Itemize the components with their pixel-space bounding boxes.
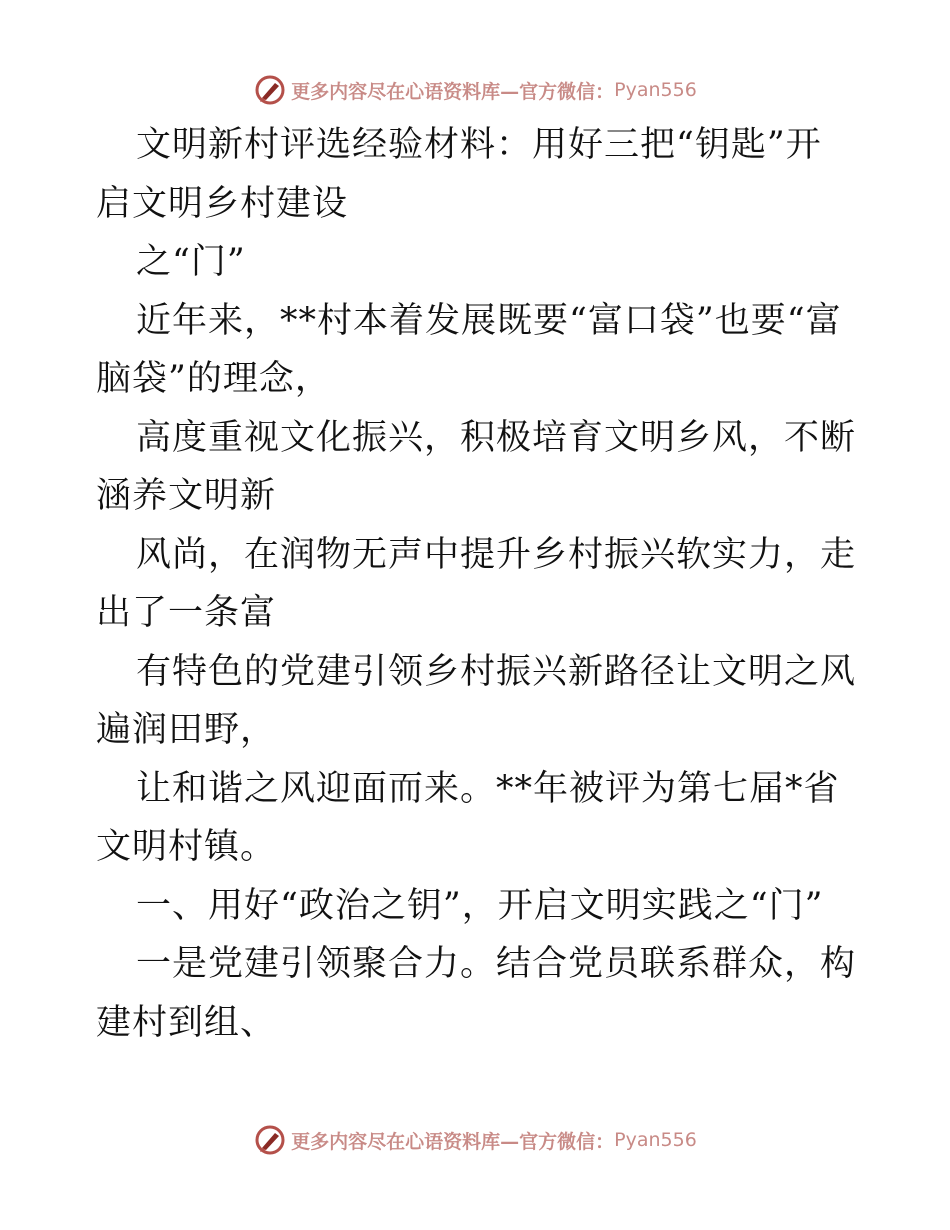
paragraph: 近年来，**村本着发展既要“富口袋”也要“富脑袋”的理念，	[96, 300, 842, 399]
pen-circle-logo-icon	[253, 1123, 287, 1157]
paragraph: 风尚，在润物无声中提升乡村振兴软实力，走出了一条富	[96, 534, 857, 633]
header-watermark	[0, 70, 950, 110]
watermark-wechat-id: Pyan556	[614, 1129, 697, 1151]
footer-watermark	[0, 1120, 950, 1160]
document-body	[96, 116, 856, 1052]
section-heading: 一、用好“政治之钥”，开启文明实践之“门”	[136, 885, 824, 926]
watermark-text: 更多内容尽在心语资料库—官方微信：	[291, 1130, 615, 1153]
paragraph: 一是党建引领聚合力。结合党员联系群众，构建村到组、	[96, 944, 857, 1043]
pen-circle-logo-icon	[253, 73, 287, 107]
paragraph: 有特色的党建引领乡村振兴新路径让文明之风遍润田野，	[96, 651, 857, 750]
paragraph: 让和谐之风迎面而来。**年被评为第七届*省文明村镇。	[96, 768, 840, 867]
document-title: 文明新村评选经验材料：用好三把“钥匙”开启文明乡村建设	[96, 125, 822, 224]
watermark-text: 更多内容尽在心语资料库—官方微信：	[291, 80, 615, 103]
paragraph: 高度重视文化振兴，积极培育文明乡风，不断涵养文明新	[96, 417, 857, 516]
watermark-wechat-id: Pyan556	[614, 79, 697, 101]
paragraph: 之“门”	[136, 242, 246, 282]
